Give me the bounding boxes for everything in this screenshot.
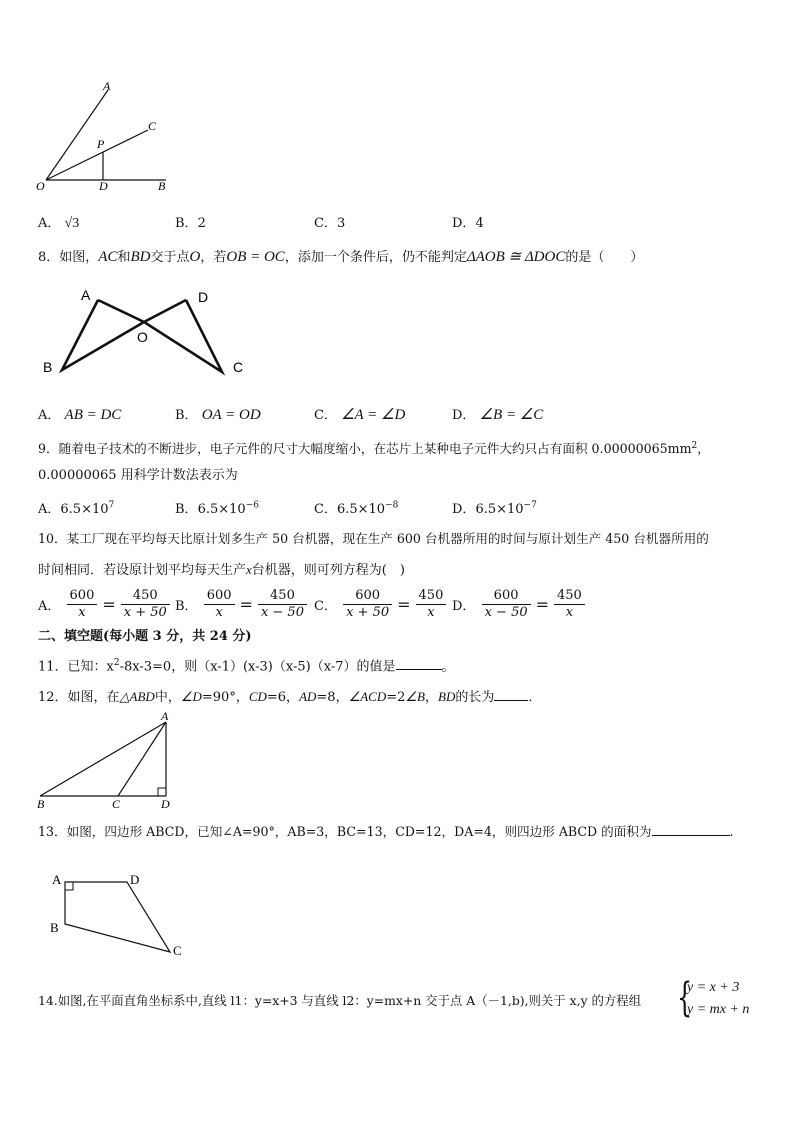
q10-option-a-den-1: x: [78, 605, 86, 620]
q10-option-c-den-2: x: [427, 605, 435, 620]
q12-text-h: 的长为: [455, 690, 495, 705]
q13-label-a: A: [52, 872, 62, 887]
q8-label-d: D: [198, 289, 209, 305]
q8-text-3: 交于点: [150, 250, 190, 265]
q10-option-c-den-1: x + 50: [346, 605, 390, 620]
q10-option-c-frac-1: [343, 588, 392, 621]
q7-label-c: C: [148, 119, 157, 133]
q12-text-g: ，: [425, 690, 439, 705]
q12-right-angle-mark: [158, 788, 166, 796]
q7-label-p: P: [97, 137, 105, 151]
q10-line-1-text: 10．某工厂现在平均每天比原计划多生产 50 台机器，现在生产 600 台机器所用的时间与原计划生产 450 台机器所用的: [38, 531, 709, 546]
q12-angle-d: ∠D: [180, 689, 202, 704]
q9-line-1: [38, 437, 710, 458]
q8-text-1: 如图，: [59, 250, 99, 265]
q13-stem: [38, 821, 734, 841]
q8-triangle-aob: [62, 300, 144, 370]
q9-option-c-exp: −8: [385, 500, 399, 511]
q9-line-1-text: 9．随着电子技术的不断进步，电子元件的尺寸大幅度缩小，在芯片上某种电子元件大约只占有面积 0.00000065mm: [38, 441, 692, 457]
q12-text-f: =2: [386, 690, 406, 705]
q10-option-a-num-2: 450: [121, 588, 170, 605]
q14-equation-2: y = mx + n: [687, 1002, 750, 1017]
q13-answer-blank[interactable]: [652, 821, 730, 836]
q8-figure: [36, 284, 256, 380]
q9-option-a-base: 6.5×10: [60, 502, 109, 517]
q8-option-a-letter: A．: [38, 408, 61, 423]
q8-seg-bd: BD: [130, 249, 151, 265]
q10-option-d-eq: =: [535, 595, 550, 614]
q11-text-b: -8x-3=0，则（x-1）(x-3)（x-5)（x-7）的值是: [119, 659, 396, 675]
q13-right-angle-mark: [65, 882, 73, 890]
q9-option-b-exp: −6: [245, 500, 259, 511]
q7-option-d-letter: D．: [452, 216, 476, 231]
q10-option-c-frac-2: [416, 588, 447, 621]
q7-ray-oa: [46, 90, 108, 180]
q7-figure: [30, 78, 180, 196]
q12-text-a: 12．如图，在: [38, 690, 120, 705]
q9-option-c-base: 6.5×10: [336, 502, 386, 517]
q9-line-2-text: 0.00000065 用科学计数法表示为: [38, 468, 238, 483]
q8-option-b: [175, 404, 261, 424]
q8-seg-ac: AC: [98, 249, 118, 265]
q12-bd: BD: [438, 689, 456, 704]
q12-label-d: D: [161, 797, 170, 811]
q8-text-5: ，添加一个条件后，仍不能判定: [284, 250, 467, 265]
q12-cd: CD: [248, 689, 267, 704]
q12-ad: AD: [299, 689, 317, 704]
q9-option-a-exp: 7: [108, 500, 115, 511]
q13-label-c: C: [173, 943, 182, 958]
q9-line-1-end: ，: [697, 441, 710, 457]
q8-number: 8．: [38, 250, 60, 265]
q9-option-d-base: 6.5×10: [475, 502, 524, 517]
q9-option-d-letter: D．: [452, 502, 476, 517]
q12-triangle: △ABD: [119, 689, 155, 704]
q8-text-2: 和: [117, 250, 131, 265]
q8-option-d: [452, 404, 543, 424]
q10-option-d-den-1: x − 50: [484, 605, 528, 620]
q10-option-d-num-1: 600: [482, 588, 531, 605]
q12-answer-blank[interactable]: [494, 686, 528, 701]
q8-option-b-letter: B．: [175, 408, 198, 423]
q11-answer-blank[interactable]: [396, 655, 442, 670]
q12-label-a: A: [161, 709, 169, 723]
q7-label-d: D: [99, 179, 108, 193]
q10-option-b-letter: B．: [175, 599, 198, 614]
q8-label-c: C: [233, 359, 244, 375]
q7-option-b: [175, 212, 206, 231]
q11-sup: 2: [113, 658, 120, 668]
q10-option-d-frac-2: [554, 588, 585, 621]
q7-option-a-value: √3: [64, 216, 80, 231]
q7-label-b: B: [158, 179, 166, 193]
q7-label-o: O: [36, 179, 45, 193]
q9-option-b-letter: B．: [175, 502, 198, 517]
q10-option-c: [314, 588, 448, 621]
q9-line-2: [38, 467, 238, 485]
q7-option-c-letter: C．: [314, 216, 337, 231]
q12-text-end: ．: [528, 690, 542, 705]
q13-label-d: D: [130, 872, 140, 887]
q8-text-6: 的是（ ）: [565, 250, 644, 265]
q11-text-end: 。: [441, 659, 455, 675]
q12-segment-ac: [118, 722, 166, 796]
q10-option-a-frac-1: [67, 588, 98, 621]
q7-option-c-value: 3: [336, 216, 346, 231]
q12-text-c: =90°，: [201, 690, 249, 705]
q9-option-c: [314, 498, 398, 517]
q10-line-2-b: 台机器，则可列方程为( ): [251, 563, 405, 578]
q10-option-a-den-2: x + 50: [123, 605, 167, 620]
q7-option-d-value: 4: [475, 216, 484, 231]
q8-triangle-doc: [144, 300, 222, 372]
q10-option-a-frac-2: [121, 588, 170, 621]
q10-option-b-num-2: 450: [258, 588, 307, 605]
q10-option-d-num-2: 450: [554, 588, 585, 605]
q9-option-d: [452, 498, 537, 517]
section-2-title: 二、填空题(每小题 3 分，共 24 分): [38, 629, 252, 644]
q12-text-d: =6，: [266, 690, 300, 705]
q10-option-d-den-2: x: [565, 605, 574, 620]
q12-angle-acd: ∠ACD: [348, 689, 387, 704]
q10-option-a-letter: A．: [38, 599, 61, 614]
q8-label-a: A: [81, 287, 91, 303]
q8-congruence: ΔAOB ≅ ΔDOC: [466, 249, 566, 265]
q7-option-b-letter: B．: [175, 216, 198, 231]
q8-option-a: [38, 404, 121, 424]
q8-condition: OB = OC: [226, 249, 285, 265]
q7-option-a: [38, 212, 79, 232]
q13-text-end: .: [729, 824, 734, 839]
q10-option-b-frac-2: [258, 588, 307, 621]
q10-option-c-num-2: 450: [416, 588, 447, 605]
q10-option-a-eq: =: [102, 595, 116, 614]
q8-option-d-letter: D．: [452, 408, 476, 423]
q12-text-e: =8，: [316, 690, 349, 705]
q10-option-d-frac-1: [482, 588, 531, 621]
q8-point-o: O: [189, 249, 201, 265]
q9-option-c-letter: C．: [314, 502, 337, 517]
q7-option-a-letter: A．: [38, 216, 61, 231]
q8-option-c: [314, 404, 405, 424]
q14-equation-1: y = x + 3: [687, 980, 740, 995]
q9-line-1-sup: 2: [691, 441, 698, 451]
q12-segment-ab: [40, 722, 166, 796]
q10-option-b-den-2: x − 50: [260, 605, 304, 620]
q10-option-d: [452, 588, 587, 621]
q10-option-c-num-1: 600: [343, 588, 392, 605]
q14-stem: [38, 992, 641, 1010]
q10-line-2-var: x: [246, 562, 252, 577]
q8-stem: [38, 248, 643, 267]
q10-line-2: [38, 561, 405, 580]
q8-text-4: ，若: [200, 250, 227, 265]
q10-option-b-den-1: x: [215, 605, 223, 620]
q12-figure: [30, 708, 180, 812]
q10-option-d-letter: D．: [452, 599, 476, 614]
q12-label-b: B: [37, 797, 45, 811]
q10-option-a: [38, 588, 172, 621]
q7-label-a: A: [103, 79, 111, 93]
q10-option-b-eq: =: [239, 595, 253, 614]
q9-option-b: [175, 498, 259, 517]
q8-option-a-value: AB = DC: [64, 407, 122, 423]
q9-option-d-exp: −7: [523, 500, 537, 511]
q7-option-d: [452, 212, 484, 231]
q12-label-c: C: [112, 797, 121, 811]
q9-option-a-letter: A．: [38, 502, 61, 517]
q10-line-2-a: 时间相同．若设原计划平均每天生产: [38, 563, 247, 578]
q14-text: 14.如图,在平面直角坐标系中,直线 l1：y=x+3 与直线 l2：y=mx+n 交于点 A（－1,b),则关于 x,y 的方程组: [38, 993, 642, 1008]
q9-option-a: [38, 498, 114, 517]
q13-figure: [44, 866, 194, 960]
q10-option-b: [175, 588, 309, 621]
q8-option-c-value: ∠A = ∠D: [341, 407, 406, 423]
q10-option-b-num-1: 600: [204, 588, 235, 605]
q10-line-1: [38, 530, 709, 548]
q8-option-c-letter: C．: [314, 408, 337, 423]
q8-option-b-value: OA = OD: [201, 407, 261, 423]
q10-option-a-num-1: 600: [67, 588, 98, 605]
q13-label-b: B: [50, 920, 59, 935]
q12-text-b: 中，: [154, 690, 181, 705]
q7-option-c: [314, 212, 345, 231]
q10-option-b-frac-1: [204, 588, 235, 621]
q11-text-a: 11．已知：x: [38, 659, 114, 675]
q9-option-b-base: 6.5×10: [197, 502, 246, 517]
q8-label-b: B: [43, 359, 53, 375]
q11-stem: [38, 654, 455, 676]
q10-option-c-eq: =: [397, 595, 411, 614]
q14-brace: {: [677, 975, 693, 1021]
q10-option-c-letter: C．: [314, 599, 337, 614]
q7-option-b-value: 2: [197, 216, 206, 231]
q13-quadrilateral: [65, 882, 170, 952]
q8-option-d-value: ∠B = ∠C: [479, 407, 544, 423]
q12-stem: [38, 686, 541, 707]
q8-label-o: O: [137, 329, 148, 345]
q12-angle-b: ∠B: [405, 689, 426, 704]
q13-text: 13．如图，四边形 ABCD，已知∠A=90°，AB=3，BC=13，CD=12，DA=4，则四边形 ABCD 的面积为: [38, 824, 652, 839]
